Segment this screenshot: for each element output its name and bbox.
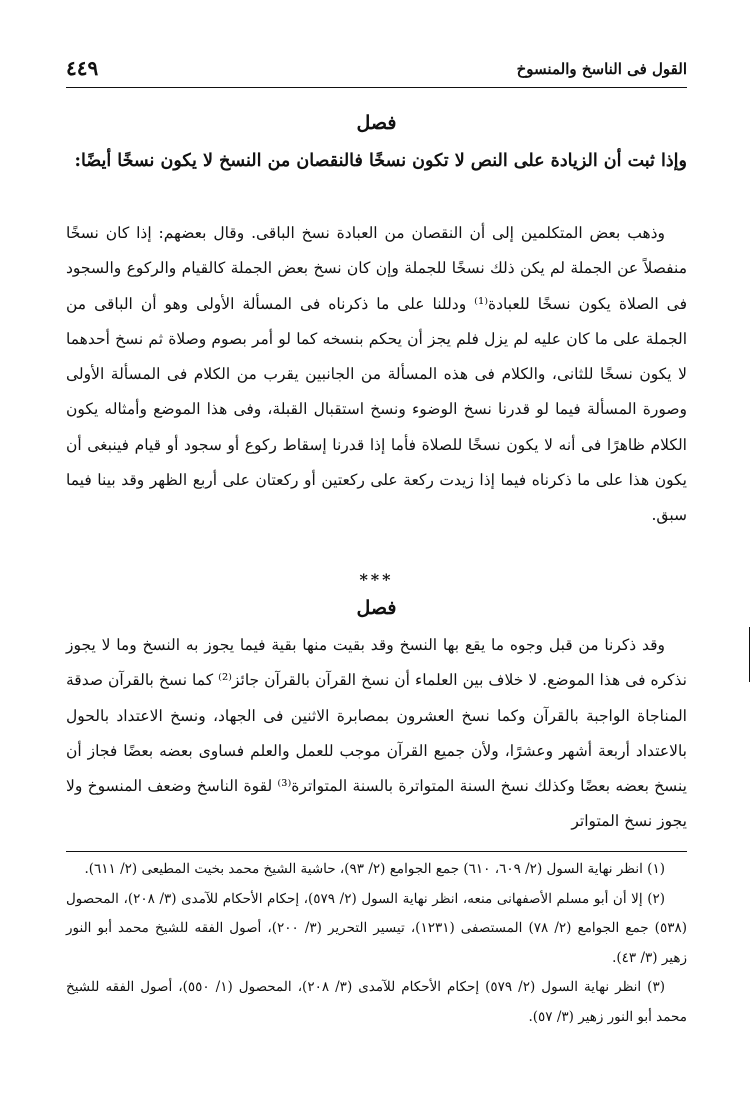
section-separator: ***	[359, 570, 394, 589]
page-header	[66, 56, 687, 84]
paragraph-text-2: وقد ذكرنا من قبل وجوه ما يقع بها النسخ وقد بقيت منها بقية فيما يجوز به النسخ وما لا يجوز نذكره فى هذا الموضع. لا خلاف بين العلماء أن نسخ القرآن بالقرآن جائز⁽²⁾ كما نسخ بالقرآن صدقة المناجاة الواجبة بالقرآن وكما نسخ العشرون بمصابرة الاثنين فى الجهاد، ونسخ الاعتداد بالحول بالاعتداد أربعة أشهر وعشرًا، ولأن جميع القرآن موجب للعمل والعلم فساوى بعضه بعضًا فجاز أن ينسخ بعضه بعضًا وكذلك نسخ السنة المتواترة بالسنة المتواترة⁽³⁾ لقوة الناسخ وضعف المنسوخ ولا يجوز نسخ المتواتر	[66, 636, 687, 831]
header-rule	[66, 87, 687, 88]
body-paragraph-1	[66, 216, 687, 534]
footnote-2: (٢) إلا أن أبو مسلم الأصفهانى منعه، انظر نهاية السول (٢/ ٥٧٩)، إحكام الأحكام للآمدى (٣/ ٢٠٨)، المحصول (٥٣٨) جمع الجوامع (٢/ ٧٨) المستصفى (١٢٣١)، تيسير التحرير (٣/ ٢٠٠)، أصول الفقه للشيخ محمد أبو النور زهير (٣/ ٤٣).	[66, 890, 687, 966]
section-heading	[66, 144, 687, 180]
section-title: فصل	[356, 112, 397, 134]
footnote-rule	[66, 851, 687, 852]
footnote-3: (٣) انظر نهاية السول (٢/ ٥٧٩) إحكام الأحكام للآمدى (٣/ ٢٠٨)، المحصول (١/ ٥٥٠)، أصول الفقه للشيخ محمد أبو النور زهير (٣/ ٥٧).	[66, 979, 687, 1025]
paragraph-text: وذهب بعض المتكلمين إلى أن النقصان من العبادة نسخ الباقى. وقال بعضهم: إذا كان نسخًا منفصلاً عن الجملة لم يكن ذلك نسخًا للجملة وإن كان نسخ بعض الجملة كالقيام والركوع والسجود فى الصلاة يكون نسخًا للعبادة⁽¹⁾ ودللنا على ما ذكرناه فى المسألة الأولى وهو أن الباقى من الجملة على ما كان عليه لم يزل فلم يجز أن يحكم بنسخه كما لو أمر بصوم وصلاة ثم نسخ أحدهما لا يكون نسخًا للثانى، والكلام فى هذه المسألة من الجانبين يقرب من الكلام فى المسألة الأولى وصورة المسألة فيما لو قدرنا نسخ الوضوء ونسخ استقبال القبلة، وفى هذا الموضع وأمثاله يكون الكلام ظاهرًا فى أنه لا يكون نسخًا للصلاة فأما إذا قدرنا إسقاط ركوع أو سجود أو قيام فينبغى أن يكون هذا على ما ذكرناه فيما إذا زيدت ركعة على ركعتين أو ركعتان على أربع الظهر وقد بينا فيما سبق.	[66, 224, 688, 525]
section-title-2: فصل	[356, 597, 397, 619]
margin-mark	[749, 627, 751, 682]
running-title: القول فى الناسخ والمنسوخ	[516, 60, 687, 78]
page-number: ٤٤٩	[66, 56, 99, 80]
footnote-1: (١) انظر نهاية السول (٢/ ٦٠٩، ٦١٠) جمع الجوامع (٢/ ٩٣)، حاشية الشيخ محمد بخيت المطيعى (٢/ ٦١١).	[84, 861, 665, 877]
footnotes	[66, 855, 687, 1033]
heading-text: وإذا ثبت أن الزيادة على النص لا تكون نسخًا فالنقصان من النسخ لا يكون نسخًا أيضًا:	[74, 151, 687, 171]
body-paragraph-2	[66, 628, 687, 840]
